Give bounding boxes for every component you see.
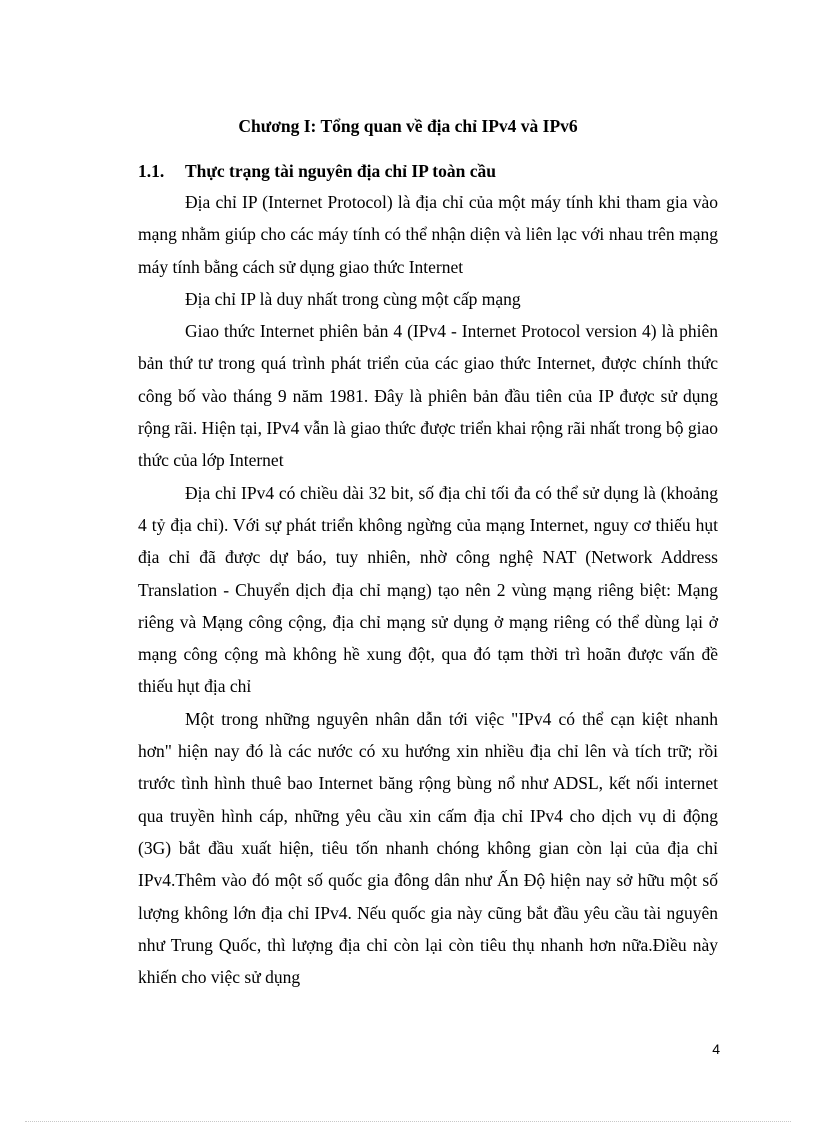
paragraph: Địa chỉ IP là duy nhất trong cùng một cấp mạng: [185, 288, 521, 309]
body-text: [138, 186, 718, 993]
paragraph: Giao thức Internet phiên bản 4 (IPv4 - Internet Protocol version 4) là phiên bản thứ tư trong quá trình phát triển của các giao thức Internet, được chính thức công bố vào tháng 9 năm 1981. Đây là phiên bản đầu tiên của IP được sử dụng rộng rãi. Hiện tại, IPv4 vẫn là giao thức được triển khai rộng rãi nhất trong bộ giao thức của lớp Internet: [138, 321, 718, 471]
paragraph: Một trong những nguyên nhân dẫn tới việc "IPv4 có thể cạn kiệt nhanh hơn" hiện nay đó là các nước có xu hướng xin nhiều địa chỉ lên và tích trữ; rồi trước tình hình thuê bao Internet băng rộng bùng nổ như ADSL, kết nối internet qua truyền hình cáp, những yêu cầu xin cấm địa chỉ IPv4 cho dịch vụ di động (3G) bắt đầu xuất hiện, tiêu tốn nhanh chóng không gian còn lại của địa chỉ IPv4.Thêm vào đó một số quốc gia đông dân như Ấn Độ hiện nay sở hữu một số lượng không lớn địa chỉ IPv4. Nếu quốc gia này cũng bắt đầu yêu cầu tài nguyên như Trung Quốc, thì lượng địa chỉ còn lại còn tiêu thụ nhanh hơn nữa.Điều này khiến cho việc sử dụng: [138, 708, 718, 988]
section-heading: [138, 159, 718, 183]
chapter-title: Chương I: Tổng quan về địa chỉ IPv4 và IPv6: [238, 116, 578, 136]
page-number: 4: [712, 1041, 720, 1057]
section-title: Thực trạng tài nguyên địa chỉ IP toàn cầu: [185, 161, 496, 181]
page-bottom-divider: [25, 1121, 791, 1122]
section-number: 1.1.: [138, 161, 165, 181]
paragraph: Địa chỉ IPv4 có chiều dài 32 bit, số địa chỉ tối đa có thể sử dụng là (khoảng 4 tỷ địa chỉ). Với sự phát triển không ngừng của mạng Internet, nguy cơ thiếu hụt địa chỉ đã được dự báo, tuy nhiên, nhờ công nghệ NAT (Network Address Translation - Chuyển dịch địa chỉ mạng) tạo nên 2 vùng mạng riêng biệt: Mạng riêng và Mạng công cộng, địa chỉ mạng sử dụng ở mạng riêng có thể dùng lại ở mạng công cộng mà không hề xung đột, qua đó tạm thời trì hoãn được vấn đề thiếu hụt địa chỉ: [138, 482, 718, 697]
paragraph: Địa chỉ IP (Internet Protocol) là địa chỉ của một máy tính khi tham gia vào mạng nhằm giúp cho các máy tính có thể nhận diện và liên lạc với nhau trên mạng máy tính bằng cách sử dụng giao thức Internet: [138, 192, 718, 277]
